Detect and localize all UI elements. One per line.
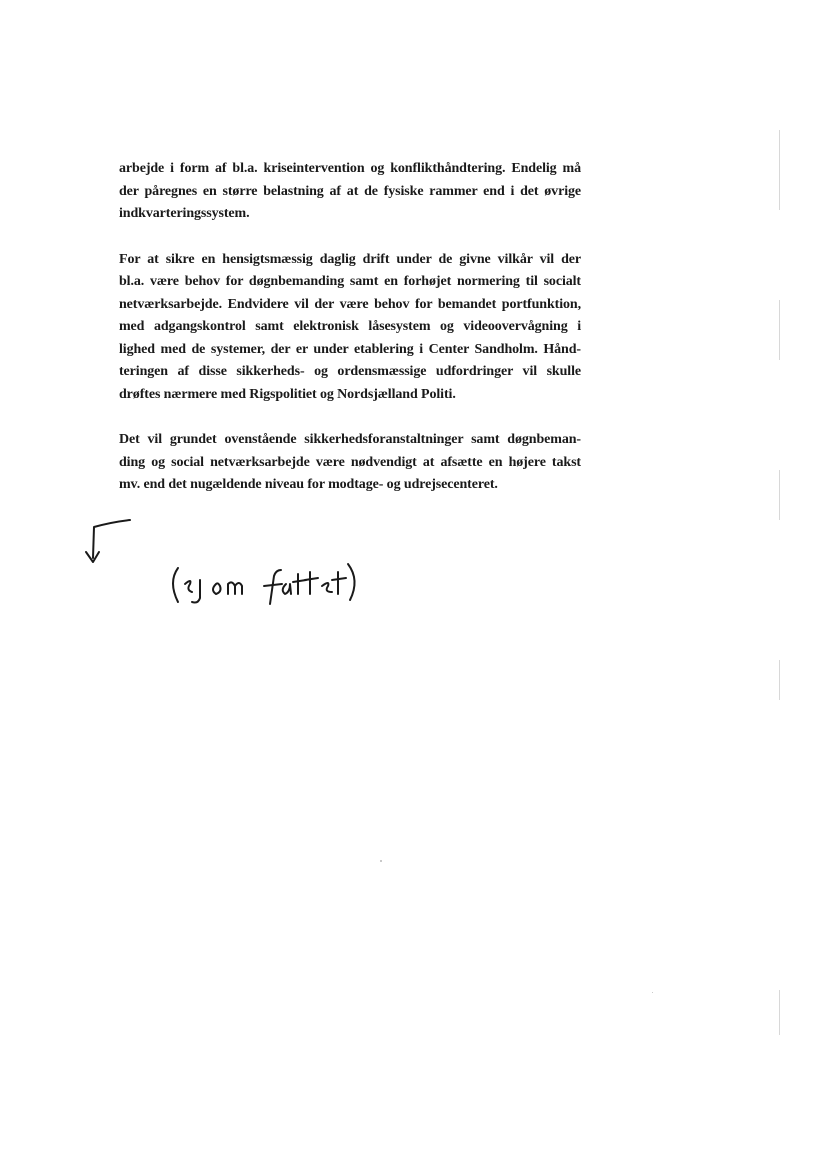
handwriting-stroke: [264, 570, 282, 604]
text-line: indkvarteringssystem.: [119, 206, 250, 221]
scan-edge-mark: [779, 130, 780, 210]
scan-edge-mark: [779, 660, 780, 700]
text-line: drøftes nærmere med Rigspolitiet og Nordsjælland Politi.: [119, 386, 456, 402]
text-line: mv. end det nugældende niveau for modtage- og udrejsecenteret.: [119, 477, 498, 492]
text-line: lighed med de systemer, der er under etablering i Center Sandholm. Hånd-: [119, 341, 581, 357]
handwriting-stroke: [293, 574, 306, 594]
handwriting-stroke: [283, 584, 291, 594]
scan-edge-mark: [779, 300, 780, 360]
handwriting-stroke: [185, 581, 192, 592]
handwriting-stroke: [305, 572, 318, 594]
handwriting-stroke: [213, 583, 221, 594]
handwriting-stroke: [228, 582, 242, 594]
text-line: med adgangskontrol samt elektronisk låsesystem og videoovervågning i: [119, 319, 581, 334]
handwriting-stroke: [332, 572, 346, 594]
text-line: Det vil grundet ovenstående sikkerhedsforanstaltninger samt døgnbeman-: [119, 432, 581, 447]
text-line: For at sikre en hensigtsmæssig daglig drift under de givne vilkår vil der: [119, 251, 581, 267]
handwritten-annotation: [82, 512, 372, 622]
text-line: bl.a. være behov for døgnbemanding samt en forhøjet normering til socialt: [119, 274, 581, 289]
handwriting-stroke: [173, 568, 178, 602]
paragraph-2: [119, 249, 581, 407]
text-line: arbejde i form af bl.a. kriseintervention og konflikthåndtering. Endelig må: [119, 161, 581, 176]
scan-speck: [652, 992, 653, 993]
text-line: netværksarbejde. Endvidere vil der være behov for bemandet portfunktion,: [119, 296, 581, 312]
scan-edge-mark: [779, 990, 780, 1035]
handwriting-stroke: [348, 564, 355, 600]
text-line: ding og social netværksarbejde være nødvendigt at afsætte en højere takst: [119, 454, 581, 470]
handwriting-stroke: [192, 580, 200, 603]
scan-speck: [380, 860, 382, 862]
paragraph-1: [119, 158, 581, 226]
paragraph-3: [119, 429, 581, 497]
scan-edge-mark: [779, 470, 780, 520]
body-text: [119, 158, 581, 520]
handwriting-stroke: [322, 583, 332, 592]
text-line: der påregnes en større belastning af at de fysiske rammer end i det øvrige: [119, 183, 581, 199]
text-line: teringen af disse sikkerheds- og ordensmæssige udfordringer vil skulle: [119, 364, 581, 379]
